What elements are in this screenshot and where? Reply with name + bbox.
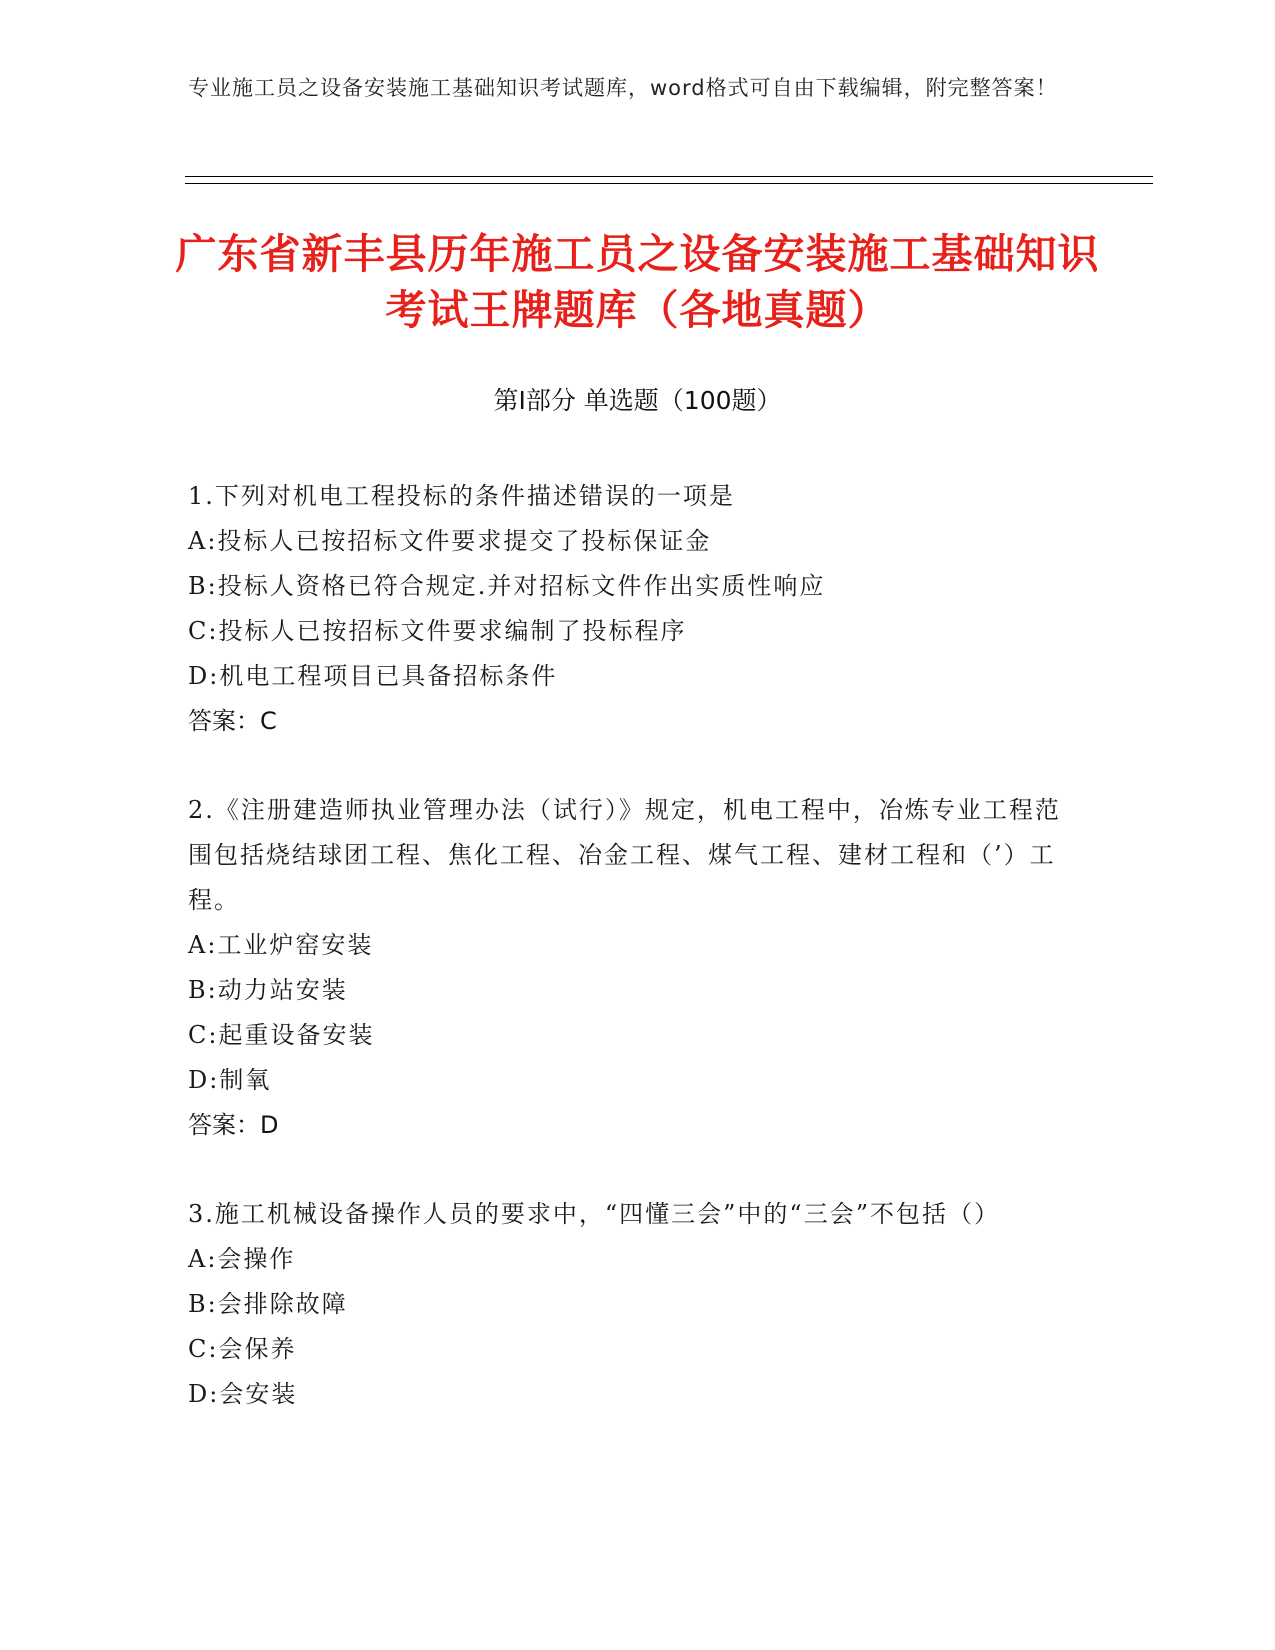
- option-d: D:机电工程项目已具备招标条件: [188, 662, 558, 690]
- question-2: [188, 788, 1068, 1148]
- option-a: A:会操作: [188, 1245, 296, 1273]
- option-d: D:制氧: [188, 1066, 272, 1094]
- header-divider-bottom: [185, 183, 1153, 184]
- document-title: 广东省新丰县历年施工员之设备安装施工基础知识考试王牌题库（各地真题）: [175, 230, 1100, 334]
- option-c: C:起重设备安装: [188, 1021, 375, 1049]
- option-b: B:动力站安装: [188, 976, 348, 1004]
- option-a: A:工业炉窑安装: [188, 931, 374, 959]
- option-b: B:会排除故障: [188, 1290, 348, 1318]
- option-c: C:会保养: [188, 1335, 297, 1363]
- document-header-note: 专业施工员之设备安装施工基础知识考试题库，word格式可自由下载编辑，附完整答案！: [188, 76, 1058, 100]
- option-a: A:投标人已按招标文件要求提交了投标保证金: [188, 527, 712, 555]
- question-stem: 2.《注册建造师执业管理办法（试行）》规定，机电工程中，冶炼专业工程范围包括烧结球团工程、焦化工程、冶金工程、煤气工程、建材工程和（’）工程。: [188, 796, 1061, 914]
- option-d: D:会安装: [188, 1380, 298, 1408]
- question-3: [188, 1192, 1068, 1417]
- question-1: [188, 474, 1068, 744]
- option-c: C:投标人已按招标文件要求编制了投标程序: [188, 617, 687, 645]
- answer: 答案：D: [188, 1111, 279, 1139]
- answer: 答案：C: [188, 707, 277, 735]
- section-title: 第Ⅰ部分 单选题（100题）: [493, 386, 782, 415]
- option-b: B:投标人资格已符合规定.并对招标文件作出实质性响应: [188, 572, 826, 600]
- question-stem: 1.下列对机电工程投标的条件描述错误的一项是: [188, 482, 735, 510]
- question-stem: 3.施工机械设备操作人员的要求中，“四懂三会”中的“三会”不包括（）: [188, 1200, 1000, 1228]
- header-divider-top: [185, 176, 1153, 177]
- question-list: [188, 474, 1068, 1461]
